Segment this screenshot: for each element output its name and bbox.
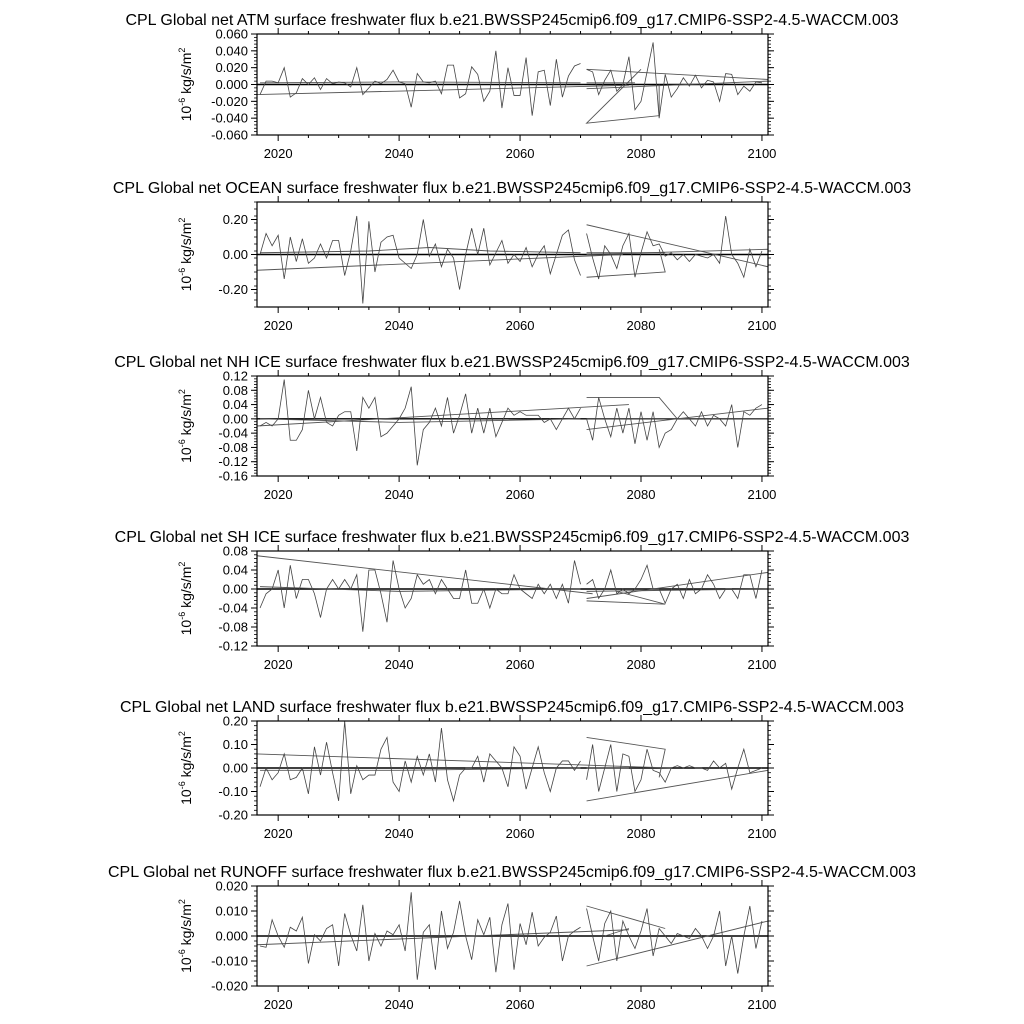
y-axis-label xyxy=(177,218,194,292)
x-tick-label: 2040 xyxy=(384,146,414,161)
x-tick-label: 2020 xyxy=(263,657,293,672)
y-label-unit-exp: 2 xyxy=(177,47,187,53)
trend-line-0 xyxy=(257,754,671,768)
y-tick-label: 0.020 xyxy=(215,60,248,76)
y-label-base: 10 xyxy=(178,619,194,636)
panel-2 xyxy=(114,354,910,502)
trend-line-2 xyxy=(587,69,768,79)
y-axis-label xyxy=(177,899,194,973)
plot-frame xyxy=(257,376,768,476)
x-tick-label: 2040 xyxy=(384,657,414,672)
y-tick-label: -0.010 xyxy=(211,953,248,969)
panel-title: CPL Global net RUNOFF surface freshwater flux b.e21.BWSSP245cmip6.f09_g17.CMIP6-SSP2-4.5-WACCM.003 xyxy=(107,864,917,881)
y-tick-label: 0.20 xyxy=(222,212,248,227)
y-tick-label: -0.10 xyxy=(218,784,248,799)
y-label-base: 10 xyxy=(178,957,194,973)
y-tick-label: -0.020 xyxy=(211,978,248,994)
panel-3 xyxy=(115,529,910,672)
plot-frame xyxy=(257,551,768,646)
y-tick-label: -0.16 xyxy=(218,468,248,484)
trend-line-4 xyxy=(587,69,660,123)
y-tick-label: 0.04 xyxy=(222,562,248,578)
y-tick-label: 0.00 xyxy=(222,411,248,427)
series-main xyxy=(260,561,581,632)
plot-area xyxy=(257,721,768,801)
x-tick-label: 2060 xyxy=(505,146,535,161)
x-tick-label: 2040 xyxy=(384,318,414,333)
trend-line-3 xyxy=(587,770,768,801)
x-tick-label: 2040 xyxy=(384,826,414,841)
panel-5 xyxy=(108,864,916,1012)
y-label-unit: kg/s/m xyxy=(178,904,194,950)
series-second xyxy=(587,565,762,603)
panel-0 xyxy=(125,12,898,161)
y-label-unit-exp: 2 xyxy=(177,217,187,223)
y-tick-label: 0.00 xyxy=(222,760,248,776)
y-tick-label: 0.040 xyxy=(215,43,248,59)
series-second xyxy=(587,906,762,974)
y-tick-label: -0.12 xyxy=(218,454,248,470)
trend-line-1 xyxy=(587,906,666,929)
y-label-exp: -6 xyxy=(177,267,187,276)
trend-line-3 xyxy=(605,929,629,937)
y-axis-label xyxy=(177,389,194,463)
y-tick-label: -0.060 xyxy=(211,127,248,143)
panel-1 xyxy=(113,180,911,333)
x-tick-label: 2100 xyxy=(747,826,777,841)
y-tick-label: 0.060 xyxy=(215,26,248,42)
y-tick-label: -0.20 xyxy=(218,807,248,823)
y-tick-label: 0.08 xyxy=(222,382,248,398)
y-label-unit: kg/s/m xyxy=(178,222,194,268)
trend-line-2 xyxy=(587,737,666,777)
y-tick-label: -0.040 xyxy=(211,110,248,126)
x-tick-label: 2020 xyxy=(263,146,293,161)
x-tick-label: 2060 xyxy=(505,487,535,502)
trend-line-2 xyxy=(587,397,678,418)
x-tick-label: 2020 xyxy=(263,487,293,502)
y-tick-label: -0.020 xyxy=(211,93,248,109)
panel-title: CPL Global net LAND surface freshwater flux b.e21.BWSSP245cmip6.f09_g17.CMIP6-SSP2-4.5-WACCM.003 xyxy=(119,699,905,716)
panel-4 xyxy=(120,699,904,841)
x-tick-label: 2100 xyxy=(747,997,777,1012)
y-tick-label: 0.20 xyxy=(222,713,248,729)
x-tick-label: 2080 xyxy=(626,657,656,672)
plot-area xyxy=(257,556,768,632)
y-label-exp: -6 xyxy=(177,97,187,106)
trend-line-0 xyxy=(257,405,629,426)
panel-title: CPL Global net OCEAN surface freshwater flux b.e21.BWSSP245cmip6.f09_g17.CMIP6-SSP2-4.5-WACCM.003 xyxy=(112,180,912,197)
series-main xyxy=(260,721,581,801)
y-axis-label xyxy=(177,48,194,122)
plot-area xyxy=(257,42,768,123)
plot-area xyxy=(257,380,768,466)
x-tick-label: 2080 xyxy=(626,146,656,161)
trend-line-2 xyxy=(587,225,768,267)
x-tick-label: 2060 xyxy=(505,318,535,333)
y-label-unit-exp: 2 xyxy=(177,731,187,737)
plot-area xyxy=(257,892,768,980)
y-tick-label: 0.12 xyxy=(222,368,248,384)
x-tick-label: 2100 xyxy=(747,146,777,161)
x-tick-label: 2080 xyxy=(626,997,656,1012)
y-tick-label: 0.00 xyxy=(222,247,248,262)
y-tick-label: 0.04 xyxy=(222,397,248,413)
y-label-base: 10 xyxy=(178,105,194,122)
x-tick-label: 2100 xyxy=(747,487,777,502)
x-tick-label: 2020 xyxy=(263,826,293,841)
x-tick-label: 2080 xyxy=(626,318,656,333)
x-tick-label: 2020 xyxy=(263,318,293,333)
trend-line-1 xyxy=(260,248,581,253)
y-label-base: 10 xyxy=(178,275,194,292)
y-tick-label: 0.00 xyxy=(222,581,248,597)
series-main xyxy=(260,51,581,116)
trend-line-2 xyxy=(587,921,768,966)
y-label-unit: kg/s/m xyxy=(178,566,194,612)
y-label-base: 10 xyxy=(178,447,194,463)
y-tick-label: -0.08 xyxy=(218,439,248,455)
y-tick-label: 0.010 xyxy=(215,903,248,919)
x-tick-label: 2060 xyxy=(505,657,535,672)
x-tick-label: 2040 xyxy=(384,487,414,502)
series-second xyxy=(587,42,762,118)
plot-area xyxy=(257,216,768,304)
series-main xyxy=(260,216,581,304)
y-label-exp: -6 xyxy=(177,611,187,620)
y-axis-label xyxy=(177,731,194,805)
y-label-unit: kg/s/m xyxy=(178,736,194,782)
y-tick-label: 0.08 xyxy=(222,543,248,559)
y-tick-label: -0.08 xyxy=(218,619,248,635)
y-label-exp: -6 xyxy=(177,949,187,958)
trend-line-1 xyxy=(260,82,581,83)
y-tick-label: -0.04 xyxy=(218,425,248,441)
y-label-unit-exp: 2 xyxy=(177,389,187,395)
y-label-unit-exp: 2 xyxy=(177,899,187,905)
series-second xyxy=(587,397,762,447)
y-tick-label: 0.000 xyxy=(215,77,248,92)
y-axis-label xyxy=(177,562,194,636)
x-tick-label: 2100 xyxy=(747,657,777,672)
y-label-exp: -6 xyxy=(177,439,187,448)
y-tick-label: 0.000 xyxy=(215,928,248,944)
y-label-exp: -6 xyxy=(177,781,187,790)
x-tick-label: 2060 xyxy=(505,826,535,841)
y-label-unit: kg/s/m xyxy=(178,394,194,440)
x-tick-label: 2100 xyxy=(747,318,777,333)
x-tick-label: 2060 xyxy=(505,997,535,1012)
panel-title: CPL Global net NH ICE surface freshwater flux b.e21.BWSSP245cmip6.f09_g17.CMIP6-SSP2-4.5-WACCM.003 xyxy=(114,354,910,371)
panel-title: CPL Global net SH ICE surface freshwater flux b.e21.BWSSP245cmip6.f09_g17.CMIP6-SSP2-4.5-WACCM.003 xyxy=(114,529,910,546)
x-tick-label: 2040 xyxy=(384,997,414,1012)
y-tick-label: 0.10 xyxy=(222,737,248,752)
y-label-unit: kg/s/m xyxy=(178,52,194,98)
x-tick-label: 2080 xyxy=(626,826,656,841)
y-tick-label: -0.12 xyxy=(218,638,248,654)
x-tick-label: 2080 xyxy=(626,487,656,502)
trend-line-5 xyxy=(587,249,768,254)
y-tick-label: -0.04 xyxy=(218,600,248,616)
series-second xyxy=(587,216,762,279)
x-tick-label: 2020 xyxy=(263,997,293,1012)
y-tick-label: -0.20 xyxy=(218,282,248,297)
y-label-base: 10 xyxy=(178,789,194,805)
y-tick-label: 0.020 xyxy=(215,878,248,894)
y-label-unit-exp: 2 xyxy=(177,561,187,567)
panel-title: CPL Global net ATM surface freshwater flux b.e21.BWSSP245cmip6.f09_g17.CMIP6-SSP2-4.5-WACCM.003 xyxy=(125,12,899,29)
